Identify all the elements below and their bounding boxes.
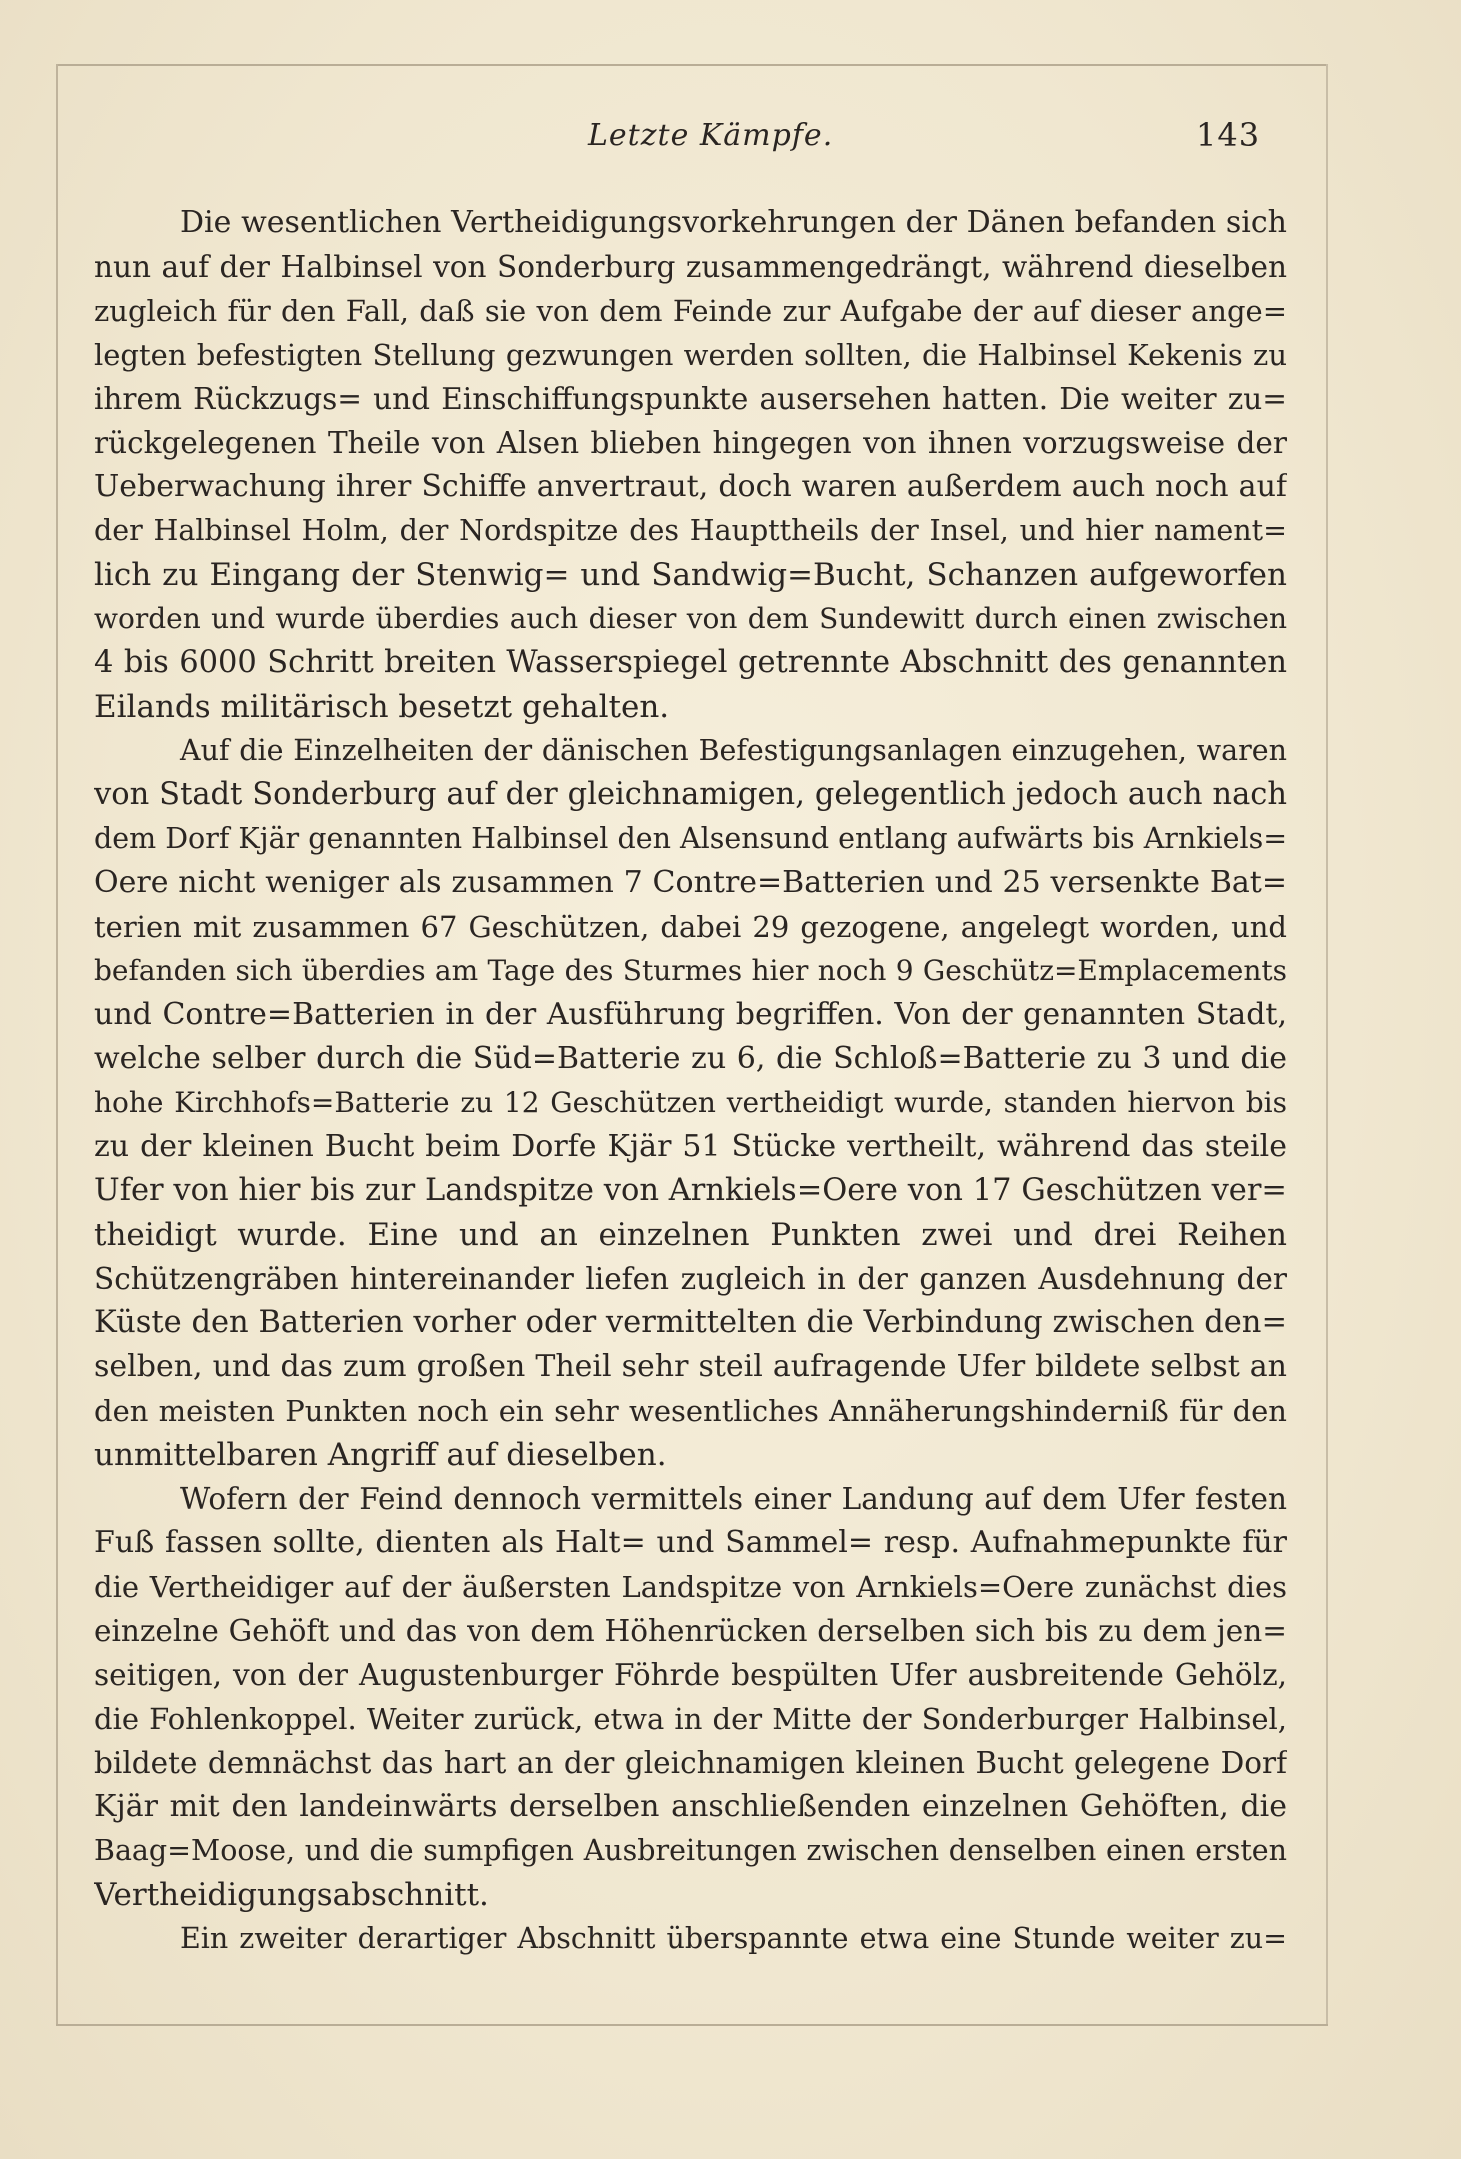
text-line: legten befestigten Stellung gezwungen werden sollten, die Halbinsel Kekenis zu xyxy=(94,338,1287,372)
text-line: Vertheidigungsabschnitt. xyxy=(94,1877,489,1913)
text-line: rückgelegenen Theile von Alsen blieben hingegen von ihnen vorzugsweise der xyxy=(94,426,1287,460)
page-frame-right-rule xyxy=(1326,64,1328,2024)
body-text xyxy=(94,201,1287,1961)
text-line: befanden sich überdies am Tage des Sturmes hier noch 9 Geschütz=Emplacements xyxy=(94,954,1287,987)
text-line: 4 bis 6000 Schritt breiten Wasserspiegel getrennte Abschnitt des genannten xyxy=(94,645,1287,680)
page-number: 143 xyxy=(1196,116,1261,154)
text-line: worden und wurde überdies auch dieser von dem Sundewitt durch einen zwischen xyxy=(94,602,1287,635)
text-line: bildete demnächst das hart an der gleichnamigen kleinen Bucht gelegene Dorf xyxy=(94,1746,1287,1780)
text-line: Kjär mit den landeinwärts derselben anschließenden einzelnen Gehöften, die xyxy=(94,1789,1287,1824)
text-line: Ufer von hier bis zur Landspitze von Arnkiels=Oere von 17 Geschützen ver= xyxy=(94,1173,1287,1208)
text-line: Oere nicht weniger als zusammen 7 Contre=Batterien und 25 versenkte Bat= xyxy=(94,865,1287,900)
text-line: Ueberwachung ihrer Schiffe anvertraut, doch waren außerdem auch noch auf xyxy=(94,469,1287,504)
text-line: nun auf der Halbinsel von Sonderburg zusammengedrängt, während dieselben xyxy=(94,250,1287,284)
text-line: Fuß fassen sollte, dienten als Halt= und Sammel= resp. Aufnahmepunkte für xyxy=(94,1525,1287,1560)
text-line: die Fohlenkoppel. Weiter zurück, etwa in der Mitte der Sonderburger Halbinsel, xyxy=(94,1702,1287,1736)
text-line: Wofern der Feind dennoch vermittels einer Landung auf dem Ufer festen xyxy=(180,1482,1287,1516)
text-line: Auf die Einzelheiten der dänischen Befestigungsanlagen einzugehen, waren xyxy=(180,734,1287,767)
page-frame-left-rule xyxy=(56,64,58,2024)
text-line: zugleich für den Fall, daß sie von dem Feinde zur Aufgabe der auf dieser ange= xyxy=(94,294,1287,328)
text-line: einzelne Gehöft und das von dem Höhenrücken derselben sich bis zu dem jen= xyxy=(94,1614,1287,1648)
text-line: Eilands militärisch besetzt gehalten. xyxy=(94,689,670,725)
text-line: und Contre=Batterien in der Ausführung begriffen. Von der genannten Stadt, xyxy=(94,997,1287,1032)
text-line: theidigt wurde. Eine und an einzelnen Punkten zwei und drei Reihen xyxy=(94,1217,1287,1253)
text-line: lich zu Eingang der Stenwig= und Sandwig=Bucht, Schanzen aufgeworfen xyxy=(94,557,1287,593)
page-frame-top-rule xyxy=(56,64,1328,66)
text-line: den meisten Punkten noch ein sehr wesentliches Annäherungshinderniß für den xyxy=(94,1394,1287,1428)
text-line: der Halbinsel Holm, der Nordspitze des Haupttheils der Insel, und hier nament= xyxy=(94,514,1287,547)
text-line: selben, und das zum großen Theil sehr steil aufragende Ufer bildete selbst an xyxy=(94,1349,1287,1384)
text-line: zu der kleinen Bucht beim Dorfe Kjär 51 Stücke vertheilt, während das steile xyxy=(94,1129,1287,1164)
text-line: seitigen, von der Augustenburger Föhrde bespülten Ufer ausbreitende Gehölz, xyxy=(94,1658,1287,1692)
text-line: terien mit zusammen 67 Geschützen, dabei 29 gezogene, angelegt worden, und xyxy=(94,910,1287,944)
running-header-title: Letzte Kämpfe. xyxy=(588,118,834,153)
text-line: Die wesentlichen Vertheidigungsvorkehrungen der Dänen befanden sich xyxy=(180,205,1287,240)
page-frame-bottom-rule xyxy=(56,2024,1328,2026)
text-line: Ein zweiter derartiger Abschnitt überspannte etwa eine Stunde weiter zu= xyxy=(180,1922,1287,1955)
text-line: welche selber durch die Süd=Batterie zu 6, die Schloß=Batterie zu 3 und die xyxy=(94,1041,1287,1076)
text-line: von Stadt Sonderburg auf der gleichnamigen, gelegentlich jedoch auch nach xyxy=(94,777,1287,812)
text-line: hohe Kirchhofs=Batterie zu 12 Geschützen vertheidigt wurde, standen hiervon bis xyxy=(94,1086,1287,1119)
text-line: unmittelbaren Angriff auf dieselben. xyxy=(94,1437,667,1473)
text-line: dem Dorf Kjär genannten Halbinsel den Alsensund entlang aufwärts bis Arnkiels= xyxy=(94,822,1287,855)
text-line: die Vertheidiger auf der äußersten Landspitze von Arnkiels=Oere zunächst dies xyxy=(94,1570,1287,1604)
text-line: ihrem Rückzugs= und Einschiffungspunkte ausersehen hatten. Die weiter zu= xyxy=(94,382,1287,416)
text-line: Baag=Moose, und die sumpfigen Ausbreitungen zwischen denselben einen ersten xyxy=(94,1834,1287,1867)
text-line: Küste den Batterien vorher oder vermittelten die Verbindung zwischen den= xyxy=(94,1305,1287,1340)
text-line: Schützengräben hintereinander liefen zugleich in der ganzen Ausdehnung der xyxy=(94,1262,1287,1296)
